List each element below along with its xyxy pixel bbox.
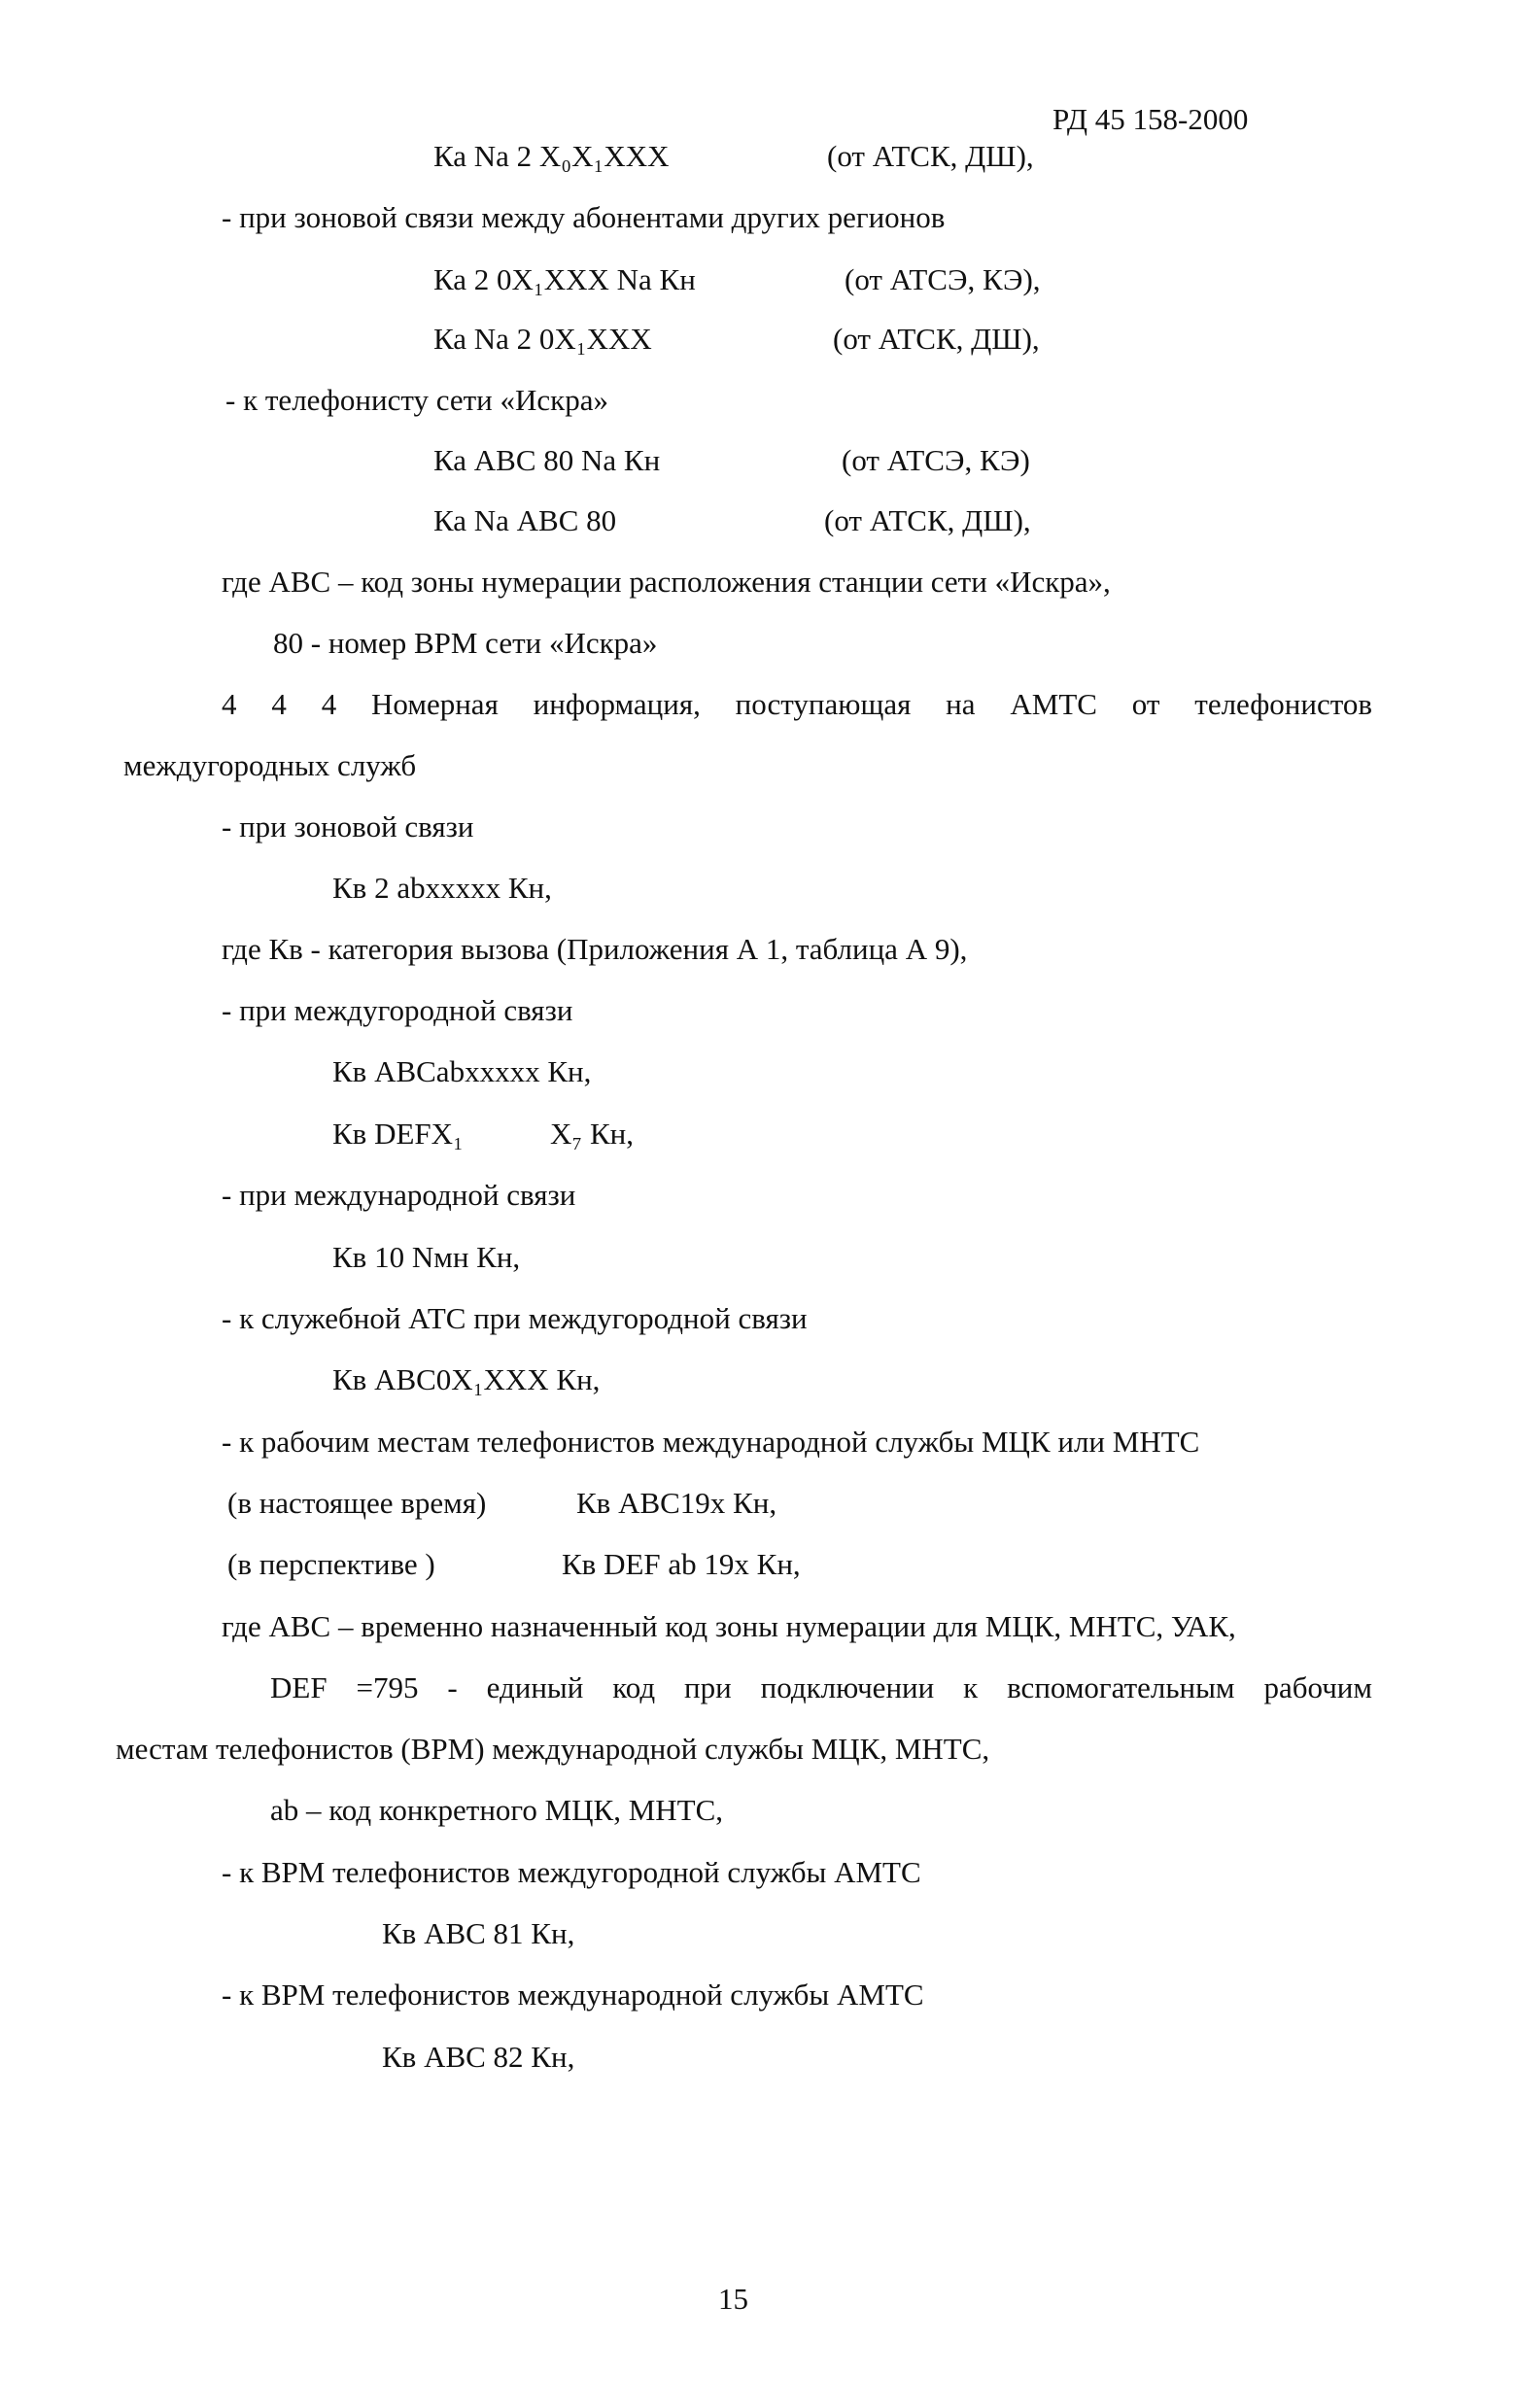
- paragraph-line: DEF =795 - единый код при подключении к вспомогательным рабочим: [270, 1670, 1372, 1704]
- list-item: - при международной связи: [222, 1178, 576, 1212]
- code-line-tail: X₇ Кн,: [550, 1117, 634, 1151]
- list-item: - к ВРМ телефонистов международной службы АМТС: [222, 1978, 924, 2012]
- paragraph-line: 4 4 4 Номерная информация, поступающая на АМТС от телефонистов: [222, 687, 1372, 721]
- paragraph-line: где АВС – код зоны нумерации расположения станции сети «Искра»,: [222, 565, 1111, 599]
- code-line: Кв 2 abxxxxx Кн,: [332, 871, 552, 905]
- code-line: Ка 2 0X₁XXX Na Кн: [433, 262, 696, 296]
- code-line: Ка АВС 80 Na Кн: [433, 443, 661, 477]
- list-item: - при зоновой связи между абонентами других регионов: [222, 200, 946, 234]
- code-line: Кв ABCabxxxxx Кн,: [332, 1054, 592, 1088]
- paragraph-line: междугородных служб: [123, 748, 417, 782]
- paragraph-line: где АВС – временно назначенный код зоны нумерации для МЦК, МНТС, УАК,: [222, 1609, 1236, 1643]
- list-item: - при междугородной связи: [222, 993, 573, 1027]
- code-line: Кв DEFX₁: [332, 1117, 464, 1151]
- code-line: Кв АВС19х Кн,: [576, 1486, 777, 1520]
- note-label: (в перспективе ): [227, 1547, 435, 1581]
- paragraph-line: 80 - номер ВРМ сети «Искра»: [273, 626, 658, 660]
- code-line: Ка Na 2 X₀X₁XXX: [433, 139, 670, 173]
- code-line: Кв АВС 81 Кн,: [382, 1916, 575, 1950]
- code-source: (от АТСЭ, КЭ),: [845, 262, 1041, 296]
- code-line: Кв DEF ab 19x Кн,: [562, 1547, 801, 1581]
- code-source: (от АТСК, ДШ),: [833, 322, 1040, 356]
- list-item: - к телефонисту сети «Искра»: [225, 383, 608, 417]
- note-label: (в настоящее время): [227, 1486, 487, 1520]
- list-item: - к ВРМ телефонистов междугородной службы АМТС: [222, 1855, 921, 1889]
- code-line: Кв 10 Nмн Кн,: [332, 1240, 521, 1274]
- code-source: (от АТСК, ДШ),: [827, 139, 1034, 173]
- list-item: - при зоновой связи: [222, 809, 474, 843]
- list-item: - к рабочим местам телефонистов международной службы МЦК или МНТС: [222, 1425, 1200, 1459]
- code-line: Кв АВС 82 Кн,: [382, 2040, 575, 2074]
- code-line: Ка Na АВС 80: [433, 503, 617, 537]
- paragraph-line: местам телефонистов (ВРМ) международной службы МЦК, МНТС,: [116, 1732, 990, 1766]
- code-line: Кв ABC0X₁XXX Кн,: [332, 1362, 601, 1396]
- code-line: Ка Na 2 0X₁XXX: [433, 322, 652, 356]
- code-source: (от АТСК, ДШ),: [824, 503, 1031, 537]
- page-number: 15: [718, 2282, 748, 2316]
- document-header: РД 45 158-2000: [1052, 102, 1249, 136]
- paragraph-line: ab – код конкретного МЦК, МНТС,: [270, 1793, 724, 1827]
- code-source: (от АТСЭ, КЭ): [842, 443, 1030, 477]
- paragraph-line: где Кв - категория вызова (Приложения А 1, таблица А 9),: [222, 932, 968, 966]
- list-item: - к служебной АТС при междугородной связи: [222, 1301, 808, 1335]
